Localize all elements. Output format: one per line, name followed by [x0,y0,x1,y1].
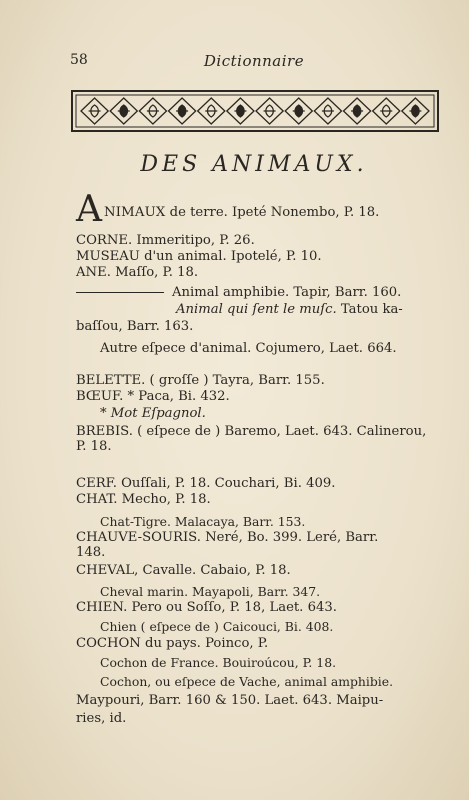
entry-cheval-marin [76,584,440,600]
entry-text: BELETTE. ( groſſe ) Tayra, Barr. 155. [76,373,325,388]
entry-text: baſſou, Barr. 163. [76,319,194,334]
entry-text: Tatou ka- [336,302,403,317]
running-title: Dictionnaire [203,52,305,70]
ornamental-band [71,90,439,132]
entry-cerf [76,476,440,492]
entry-text: BŒUF. * Paca, Bi. 432. [76,389,230,404]
entry-text: Cochon, ou eſpece de Vache, animal amphibie. [100,674,394,689]
page-number: 58 [70,52,88,68]
entry-cochon-vache [76,674,440,690]
entry-chien [76,600,440,616]
entry-text: CHAT. Mecho, P. 18. [76,492,211,507]
entry-animaux [76,189,440,230]
entry-text: MUSEAU d'un animal. Ipotelé, P. 10. [76,249,322,264]
entry-chauve-souris [76,530,440,546]
entry-brebis [76,424,440,440]
entry-text: CHIEN. Pero ou Soſſo, P. 18, Laet. 643. [76,600,337,615]
section-title: DES ANIMAUX. [140,152,368,177]
entry-continuation [76,693,440,709]
entry-text: CORNE. Immeritipo, P. 26. [76,233,255,248]
footnote-mot-espagnol [76,406,440,422]
entry-continuation [76,545,440,561]
entry-continuation [76,319,440,335]
entry-head: NIMAUX [104,205,166,220]
entry-italic: Animal qui ſent le muſc. [176,302,337,317]
entry-animal-musc [76,302,440,318]
entry-text: COCHON du pays. Poinco, P. [76,636,269,651]
entry-chien-espece [76,619,440,635]
entry-text: Cheval marin. Mayapoli, Barr. 347. [100,584,321,599]
entry-text: * Mot Eſpagnol. [100,406,206,421]
entry-chat [76,492,440,508]
entry-continuation [76,439,440,455]
entry-corne [76,233,440,249]
entry-text: Autre eſpece d'animal. Cojumero, Laet. 664. [100,341,397,356]
entry-cheval [76,563,440,579]
entry-text: BREBIS. ( eſpece de ) Baremo, Laet. 643. Calinerou, [76,424,427,439]
entry-text: CHAUVE-SOURIS. Neré, Bo. 399. Leré, Barr. [76,530,379,545]
entry-text: Chien ( eſpece de ) Caicouci, Bi. 408. [100,619,334,634]
entry-text: Cochon de France. Bouiroúcou, P. 18. [100,655,337,670]
entry-museau [76,249,440,265]
entry-autre-espece [76,341,440,357]
entry-text: ANE. Maſſo, P. 18. [76,265,199,280]
entry-text: ries, id. [76,711,127,726]
entry-continuation [76,711,440,727]
entry-text: CHEVAL, Cavalle. Cabaio, P. 18. [76,563,291,578]
entry-text: Animal amphibie. Tapir, Barr. 160. [172,285,402,300]
entry-text: Maypouri, Barr. 160 & 150. Laet. 643. Maipu- [76,693,384,708]
entry-animal-amphibie [76,285,440,301]
drop-cap: A [76,189,102,230]
entry-cochon-france [76,655,440,671]
entry-text: P. 18. [76,439,112,454]
entry-text: 148. [76,545,106,560]
page-header [70,52,438,72]
entry-boeuf [76,389,440,405]
entry-text: de terre. Ipeté Nonembo, P. 18. [165,205,380,220]
entry-ane [76,265,440,281]
entry-cochon [76,636,440,652]
entry-belette [76,373,440,389]
entry-text: CERF. Ouſſali, P. 18. Couchari, Bi. 409. [76,476,336,491]
entry-text: Chat-Tigre. Malacaya, Barr. 153. [100,514,306,529]
dash-rule [76,292,164,293]
entry-chat-tigre [76,514,440,530]
